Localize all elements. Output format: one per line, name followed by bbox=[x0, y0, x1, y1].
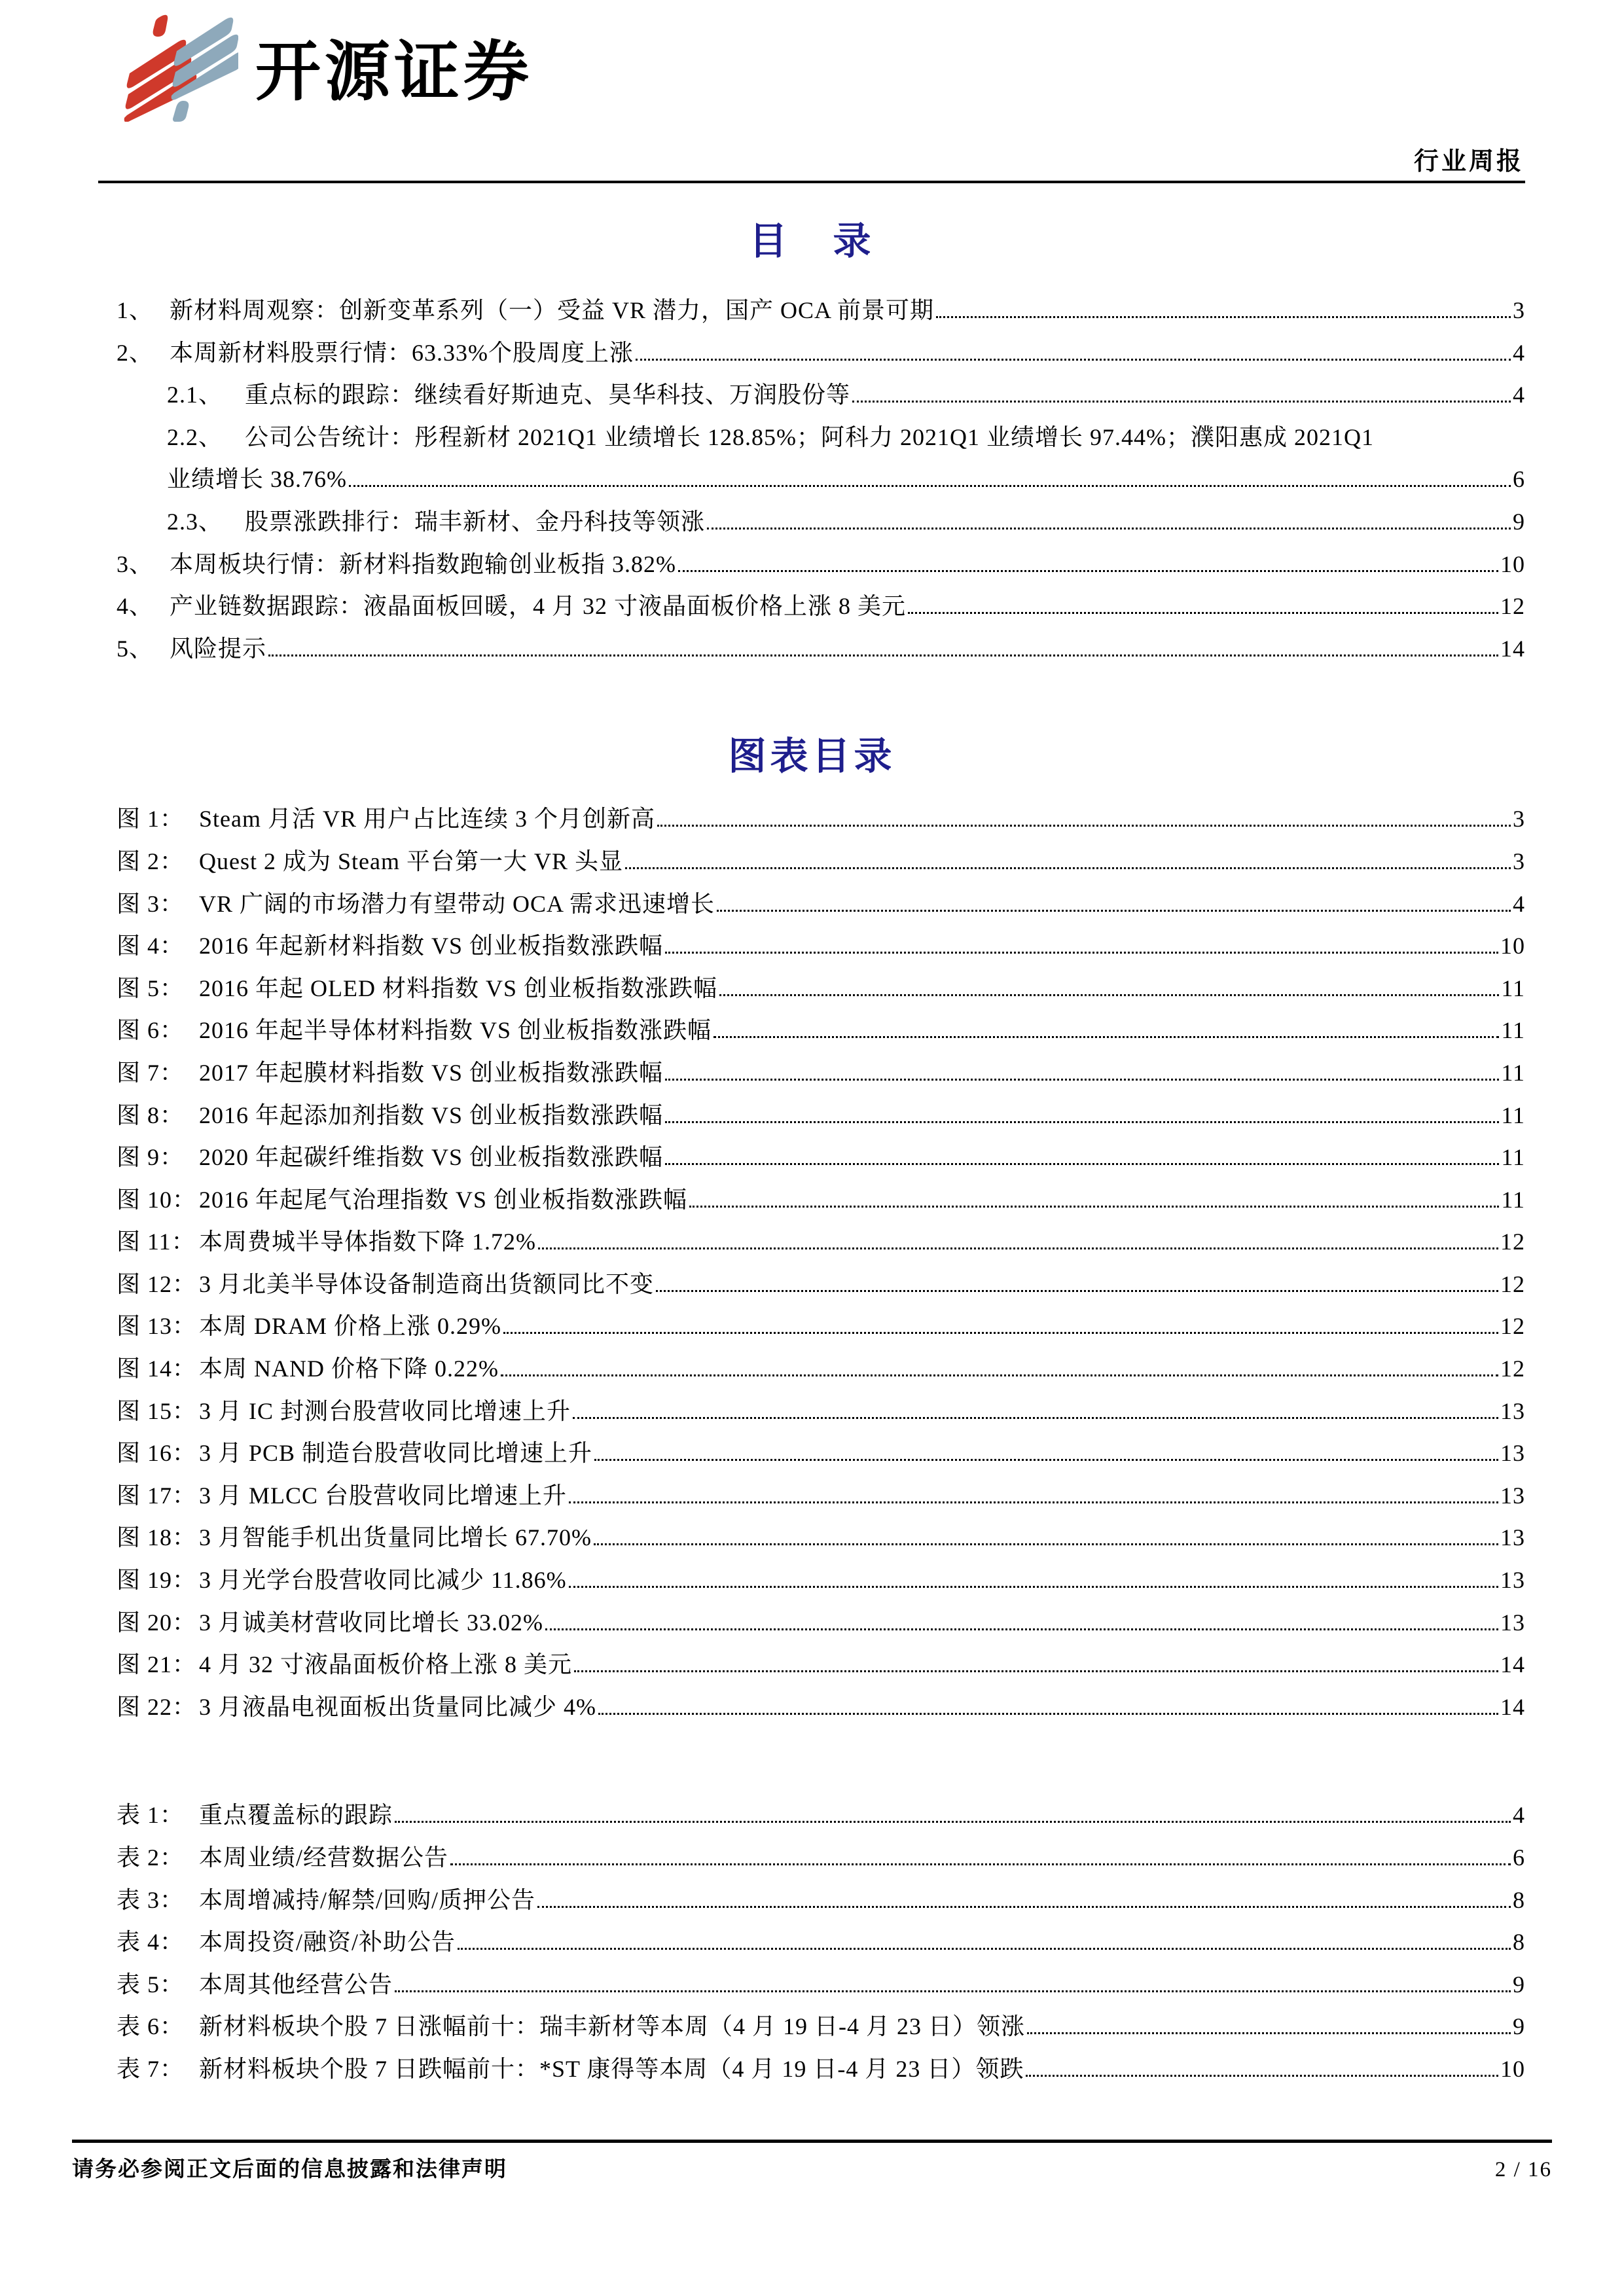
toc-item[interactable] bbox=[117, 585, 1525, 628]
figure-label: 图 19： bbox=[117, 1567, 197, 1594]
dot-leader bbox=[545, 1628, 1498, 1630]
figure-text: 2016 年起添加剂指数 VS 创业板指数涨跌幅 bbox=[199, 1102, 664, 1128]
figure-label: 图 11： bbox=[117, 1229, 196, 1255]
dot-leader bbox=[1027, 2032, 1511, 2034]
table-label: 表 2： bbox=[117, 1844, 185, 1871]
figure-label: 图 6： bbox=[117, 1017, 185, 1044]
dot-leader bbox=[537, 1906, 1511, 1908]
figure-text: 2016 年起尾气治理指数 VS 创业板指数涨跌幅 bbox=[199, 1186, 688, 1213]
toc-item[interactable] bbox=[167, 501, 1525, 543]
figure-text: 3 月诚美材营收同比增长 33.02% bbox=[199, 1609, 543, 1636]
table-text: 本周投资/融资/补助公告 bbox=[199, 1929, 456, 1956]
toc-list bbox=[98, 289, 1525, 670]
dot-leader bbox=[852, 401, 1511, 403]
table-page-number: 8 bbox=[1513, 1886, 1525, 1913]
page-footer bbox=[72, 2140, 1552, 2183]
toc-item-number: 2.3、 bbox=[167, 508, 223, 535]
figure-label: 图 21： bbox=[117, 1651, 197, 1678]
dot-leader bbox=[458, 1948, 1511, 1950]
toc-item[interactable] bbox=[117, 332, 1525, 374]
dot-leader bbox=[678, 570, 1498, 572]
toc-page-number: 12 bbox=[1500, 593, 1525, 620]
dot-leader bbox=[636, 359, 1511, 361]
dot-leader bbox=[657, 825, 1511, 827]
table-item[interactable] bbox=[117, 1837, 1525, 1879]
figure-page-number: 11 bbox=[1501, 1059, 1525, 1086]
table-text: 新材料板块个股 7 日跌幅前十：*ST 康得等本周（4 月 19 日-4 月 23 日）领跌 bbox=[199, 2055, 1024, 2082]
figure-page-number: 13 bbox=[1500, 1440, 1525, 1467]
figure-page-number: 11 bbox=[1501, 1017, 1525, 1044]
figure-text: 3 月 IC 封测台股营收同比增速上升 bbox=[199, 1397, 571, 1424]
dot-leader bbox=[569, 1501, 1498, 1503]
table-label: 表 4： bbox=[117, 1929, 185, 1956]
figure-label: 图 4： bbox=[117, 933, 185, 960]
toc-item-text: 业绩增长 38.76% bbox=[167, 466, 347, 493]
dot-leader bbox=[625, 867, 1511, 869]
toc-item-number: 2.2、 bbox=[167, 423, 223, 450]
dot-leader bbox=[936, 316, 1511, 318]
figure-item[interactable] bbox=[117, 1094, 1525, 1137]
table-page-number: 4 bbox=[1513, 1802, 1525, 1829]
figure-text: 2016 年起半导体材料指数 VS 创业板指数涨跌幅 bbox=[199, 1017, 712, 1044]
figure-label: 图 7： bbox=[117, 1059, 185, 1086]
figure-item[interactable] bbox=[117, 1559, 1525, 1602]
toc-item[interactable] bbox=[117, 543, 1525, 586]
dot-leader bbox=[713, 1036, 1499, 1038]
dot-leader bbox=[268, 655, 1498, 656]
dot-leader bbox=[598, 1713, 1498, 1715]
figure-text: 2016 年起 OLED 材料指数 VS 创业板指数涨跌幅 bbox=[199, 975, 717, 1001]
figure-text: 3 月 PCB 制造台股营收同比增速上升 bbox=[199, 1440, 593, 1467]
dot-leader bbox=[594, 1459, 1498, 1461]
toc-item-number: 3、 bbox=[117, 550, 154, 577]
figure-page-number: 14 bbox=[1500, 1651, 1525, 1678]
figure-label: 图 17： bbox=[117, 1482, 197, 1509]
kaiyuan-logo-icon bbox=[120, 10, 238, 122]
figure-page-number: 10 bbox=[1500, 933, 1525, 960]
figure-page-number: 12 bbox=[1500, 1355, 1525, 1382]
figure-item[interactable] bbox=[117, 1432, 1525, 1475]
figure-item[interactable] bbox=[117, 1263, 1525, 1306]
page-header bbox=[98, 0, 1525, 183]
figure-text: 2016 年起新材料指数 VS 创业板指数涨跌幅 bbox=[199, 933, 664, 960]
figure-label: 图 20： bbox=[117, 1609, 197, 1636]
dot-leader bbox=[395, 1821, 1511, 1823]
figure-label: 图 2： bbox=[117, 848, 185, 874]
figure-label: 图 5： bbox=[117, 975, 185, 1001]
figure-text: 本周 NAND 价格下降 0.22% bbox=[199, 1355, 499, 1382]
figure-page-number: 13 bbox=[1500, 1397, 1525, 1424]
dot-leader bbox=[594, 1543, 1498, 1545]
figure-page-number: 13 bbox=[1500, 1524, 1525, 1551]
toc-page-number: 3 bbox=[1513, 297, 1525, 323]
table-label: 表 3： bbox=[117, 1886, 185, 1913]
figure-page-number: 3 bbox=[1513, 806, 1525, 833]
figure-item[interactable] bbox=[117, 1475, 1525, 1517]
figure-page-number: 11 bbox=[1501, 1186, 1525, 1213]
figure-label: 图 1： bbox=[117, 806, 185, 833]
figure-item[interactable] bbox=[117, 1136, 1525, 1179]
figure-text: 4 月 32 寸液晶面板价格上涨 8 美元 bbox=[199, 1651, 573, 1678]
table-label: 表 1： bbox=[117, 1802, 185, 1829]
table-label: 表 6： bbox=[117, 2013, 185, 2040]
dot-leader bbox=[395, 1990, 1511, 1992]
table-item[interactable] bbox=[117, 1964, 1525, 2006]
figure-item[interactable] bbox=[117, 1348, 1525, 1390]
figure-item[interactable] bbox=[117, 1686, 1525, 1729]
toc-title: 目 录 bbox=[749, 220, 875, 262]
figure-label: 图 18： bbox=[117, 1524, 197, 1551]
toc-item-text: 股票涨跌排行：瑞丰新材、金丹科技等领涨 bbox=[245, 508, 706, 535]
table-item[interactable] bbox=[117, 1794, 1525, 1837]
dot-leader bbox=[450, 1863, 1511, 1865]
figure-page-number: 12 bbox=[1500, 1313, 1525, 1340]
figure-item[interactable] bbox=[117, 1643, 1525, 1686]
dot-leader bbox=[573, 1417, 1498, 1419]
figure-text: 2017 年起膜材料指数 VS 创业板指数涨跌幅 bbox=[199, 1059, 664, 1086]
toc-page-number: 9 bbox=[1513, 508, 1525, 535]
figure-label: 图 13： bbox=[117, 1313, 197, 1340]
figure-page-number: 11 bbox=[1501, 1102, 1525, 1128]
figure-item[interactable] bbox=[117, 967, 1525, 1010]
toc-item-text: 新材料周观察：创新变革系列（一）受益 VR 潜力，国产 OCA 前景可期 bbox=[170, 297, 935, 323]
toc-page-number: 4 bbox=[1513, 339, 1525, 366]
dot-leader bbox=[707, 528, 1511, 529]
figure-label: 图 22： bbox=[117, 1693, 197, 1720]
figure-page-number: 12 bbox=[1500, 1229, 1525, 1255]
dot-leader bbox=[908, 612, 1498, 614]
dot-leader bbox=[665, 1121, 1499, 1123]
figure-item[interactable] bbox=[117, 1052, 1525, 1094]
figure-text: 3 月光学台股营收同比减少 11.86% bbox=[199, 1567, 567, 1594]
toc-item-text: 重点标的跟踪：继续看好斯迪克、昊华科技、万润股份等 bbox=[245, 382, 851, 408]
dot-leader bbox=[689, 1206, 1499, 1208]
figure-item[interactable] bbox=[117, 1221, 1525, 1263]
figure-item[interactable] bbox=[117, 1179, 1525, 1221]
toc-item-text: 公司公告统计：彤程新材 2021Q1 业绩增长 128.85%；阿科力 2021Q1 业绩增长 97.44%；濮阳惠成 2021Q1 bbox=[245, 423, 1374, 450]
disclaimer-text: 请务必参阅正文后面的信息披露和法律声明 bbox=[72, 2158, 507, 2181]
dot-leader bbox=[569, 1586, 1498, 1588]
figure-page-number: 14 bbox=[1500, 1693, 1525, 1720]
page-indicator: 2 / 16 bbox=[1494, 2158, 1552, 2181]
figure-label: 图 3： bbox=[117, 890, 185, 917]
toc-item-continuation[interactable] bbox=[167, 458, 1525, 501]
figure-label: 图 16： bbox=[117, 1440, 197, 1467]
dot-leader bbox=[501, 1374, 1498, 1376]
figure-label: 图 9： bbox=[117, 1144, 185, 1171]
figure-page-number: 3 bbox=[1513, 848, 1525, 874]
table-page-number: 9 bbox=[1513, 1971, 1525, 1998]
table-label: 表 5： bbox=[117, 1971, 185, 1998]
figure-page-number: 11 bbox=[1501, 1144, 1525, 1171]
figure-item[interactable] bbox=[117, 1602, 1525, 1644]
table-page-number: 10 bbox=[1500, 2055, 1525, 2082]
toc-page-number: 6 bbox=[1513, 466, 1525, 493]
toc-item-number: 4、 bbox=[117, 593, 154, 620]
figure-page-number: 13 bbox=[1500, 1609, 1525, 1636]
figure-text: 本周 DRAM 价格上涨 0.29% bbox=[199, 1313, 502, 1340]
table-item[interactable] bbox=[117, 2048, 1525, 2090]
figure-text: 3 月北美半导体设备制造商出货额同比不变 bbox=[199, 1270, 655, 1297]
figure-item[interactable] bbox=[117, 1390, 1525, 1433]
figure-item[interactable] bbox=[117, 1009, 1525, 1052]
figure-text: Quest 2 成为 Steam 平台第一大 VR 头显 bbox=[199, 848, 623, 874]
toc-item-number: 2.1、 bbox=[167, 382, 223, 408]
table-item[interactable] bbox=[117, 2005, 1525, 2048]
figure-page-number: 13 bbox=[1500, 1482, 1525, 1509]
figure-text: 3 月 MLCC 台股营收同比增速上升 bbox=[199, 1482, 568, 1509]
dot-leader bbox=[665, 1163, 1499, 1165]
figure-text: 3 月智能手机出货量同比增长 67.70% bbox=[199, 1524, 592, 1551]
table-list bbox=[98, 1794, 1525, 2090]
figure-label: 图 12： bbox=[117, 1270, 197, 1297]
dot-leader bbox=[349, 485, 1511, 487]
figure-item[interactable] bbox=[117, 798, 1525, 840]
dot-leader bbox=[656, 1290, 1498, 1292]
figure-item[interactable] bbox=[117, 1516, 1525, 1559]
dot-leader bbox=[719, 994, 1499, 996]
toc-page-number: 14 bbox=[1500, 635, 1525, 662]
brand bbox=[120, 10, 533, 122]
figure-list bbox=[98, 798, 1525, 1728]
toc-item[interactable] bbox=[117, 628, 1525, 670]
figure-label: 图 8： bbox=[117, 1102, 185, 1128]
toc-item-number: 2、 bbox=[117, 339, 154, 366]
figure-page-number: 11 bbox=[1501, 975, 1525, 1001]
figure-item[interactable] bbox=[117, 1305, 1525, 1348]
toc-item-number: 1、 bbox=[117, 297, 154, 323]
toc-item[interactable] bbox=[167, 416, 1525, 459]
table-item[interactable] bbox=[117, 1921, 1525, 1964]
table-text: 重点覆盖标的跟踪 bbox=[199, 1802, 393, 1829]
figure-text: VR 广阔的市场潜力有望带动 OCA 需求迅速增长 bbox=[199, 890, 715, 917]
toc-item-text: 风险提示 bbox=[170, 635, 267, 662]
figure-item[interactable] bbox=[117, 925, 1525, 967]
dot-leader bbox=[717, 910, 1511, 912]
table-page-number: 6 bbox=[1513, 1844, 1525, 1871]
figure-page-number: 12 bbox=[1500, 1270, 1525, 1297]
table-label: 表 7： bbox=[117, 2055, 185, 2082]
table-page-number: 9 bbox=[1513, 2013, 1525, 2040]
figure-page-number: 4 bbox=[1513, 890, 1525, 917]
table-text: 本周其他经营公告 bbox=[199, 1971, 393, 1998]
toc-page-number: 4 bbox=[1513, 382, 1525, 408]
table-text: 新材料板块个股 7 日涨幅前十：瑞丰新材等本周（4 月 19 日-4 月 23 日）领涨 bbox=[199, 2013, 1025, 2040]
figure-page-number: 13 bbox=[1500, 1567, 1525, 1594]
toc-item-text: 本周板块行情：新材料指数跑输创业板指 3.82% bbox=[170, 550, 676, 577]
toc-item-text: 本周新材料股票行情：63.33%个股周度上涨 bbox=[170, 339, 634, 366]
toc-item-number: 5、 bbox=[117, 635, 154, 662]
dot-leader bbox=[538, 1247, 1498, 1249]
dot-leader bbox=[665, 952, 1498, 954]
brand-name: 开源证券 bbox=[255, 36, 533, 109]
table-item[interactable] bbox=[117, 1879, 1525, 1922]
dot-leader bbox=[574, 1670, 1498, 1672]
toc-page-number: 10 bbox=[1500, 550, 1525, 577]
report-type-label: 行业周报 bbox=[1413, 148, 1524, 175]
toc-item[interactable] bbox=[167, 374, 1525, 416]
toc-item[interactable] bbox=[117, 289, 1525, 332]
figure-text: 3 月液晶电视面板出货量同比减少 4% bbox=[199, 1693, 596, 1720]
figures-title: 图表目录 bbox=[728, 735, 896, 778]
figure-text: 2020 年起碳纤维指数 VS 创业板指数涨跌幅 bbox=[199, 1144, 664, 1171]
figure-label: 图 15： bbox=[117, 1397, 197, 1424]
figure-label: 图 14： bbox=[117, 1355, 197, 1382]
table-page-number: 8 bbox=[1513, 1929, 1525, 1956]
figure-item[interactable] bbox=[117, 840, 1525, 883]
dot-leader bbox=[503, 1332, 1498, 1334]
table-text: 本周增减持/解禁/回购/质押公告 bbox=[199, 1886, 536, 1913]
dot-leader bbox=[1026, 2075, 1498, 2077]
dot-leader bbox=[665, 1079, 1499, 1081]
table-text: 本周业绩/经营数据公告 bbox=[199, 1844, 449, 1871]
toc-item-text: 产业链数据跟踪：液晶面板回暖，4 月 32 寸液晶面板价格上涨 8 美元 bbox=[170, 593, 907, 620]
figure-item[interactable] bbox=[117, 883, 1525, 925]
figure-text: Steam 月活 VR 用户占比连续 3 个月创新高 bbox=[199, 806, 655, 833]
figure-label: 图 10： bbox=[117, 1186, 197, 1213]
figure-text: 本周费城半导体指数下降 1.72% bbox=[199, 1229, 536, 1255]
